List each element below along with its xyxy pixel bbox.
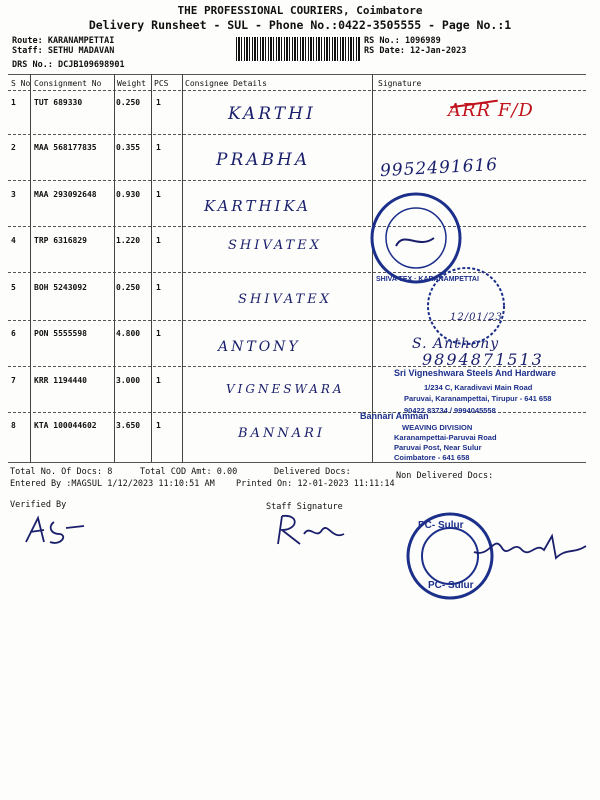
row-pcs: 1	[156, 143, 161, 152]
staff-signature-label: Staff Signature	[266, 502, 343, 512]
row-sno: 3	[11, 190, 16, 199]
total-docs: Total No. Of Docs: 8	[10, 467, 113, 477]
row-consignee: SHIVATEX	[228, 238, 322, 253]
date-stamp	[424, 264, 508, 348]
shivatex-stamp-ring-text: SHIVA TEX · KARANAMPETTAI	[376, 276, 479, 283]
row-pcs: 1	[156, 329, 161, 338]
row-pcs: 1	[156, 376, 161, 385]
col-header-consignee: Consignee Details	[185, 79, 267, 88]
entered-by: Entered By :MAGSUL 1/12/2023 11:10:51 AM	[10, 479, 215, 489]
row-consignment: KTA 100044602	[34, 421, 97, 430]
staff-signature	[270, 510, 350, 550]
row-weight: 3.650	[116, 421, 141, 430]
vigneshwara-stamp-address1: 1/234 C, Karadivavi Main Road	[424, 383, 533, 392]
bannari-stamp-address3: Coimbatore - 641 658	[394, 453, 470, 462]
row-weight: 0.930	[116, 190, 141, 199]
col-header-signature: Signature	[378, 79, 422, 88]
row-consignment: MAA 293092648	[34, 190, 97, 199]
row6-signature-name: S. Anthony	[412, 336, 500, 352]
row-consignee: SHIVATEX	[238, 292, 332, 307]
row-divider	[8, 134, 586, 135]
total-cod: Total COD Amt: 0.00	[140, 467, 238, 477]
bannari-stamp-address1: Karanampettai-Paruvai Road	[394, 433, 497, 442]
row-weight: 0.250	[116, 98, 141, 107]
row-pcs: 1	[156, 283, 161, 292]
delivered-docs: Delivered Docs:	[274, 467, 351, 477]
col-header-pcs: PCS	[154, 79, 169, 88]
row2-signature: 9952491616	[379, 154, 499, 182]
row-consignment: MAA 568177835	[34, 143, 97, 152]
row-sno: 6	[11, 329, 16, 338]
col-header-weight: Weight	[117, 79, 146, 88]
pc-sulur-signature	[470, 528, 590, 568]
runsheet-subtitle: Delivery Runsheet - SUL - Phone No.:0422-3505555 - Page No.:1	[88, 18, 512, 32]
row-pcs: 1	[156, 236, 161, 245]
table-top-rule	[8, 74, 586, 75]
row-weight: 1.220	[116, 236, 141, 245]
row-sno: 2	[11, 143, 16, 152]
table-bottom-rule	[8, 462, 586, 463]
row6-signature-phone: 9894871513	[422, 350, 544, 369]
row-sno: 7	[11, 376, 16, 385]
row-consignee: PRABHA	[216, 150, 311, 170]
row-sno: 5	[11, 283, 16, 292]
row-consignee: ANTONY	[218, 339, 301, 355]
row-divider	[8, 226, 586, 227]
staff-label: Staff: SETHU MADAVAN	[12, 46, 115, 56]
rs-date: RS Date: 12-Jan-2023	[364, 46, 467, 56]
route-label: Route: KARANAMPETTAI	[12, 36, 115, 46]
row-consignment: BOH 5243092	[34, 283, 87, 292]
pc-sulur-stamp-top-text: PC- Sulur	[418, 520, 464, 531]
row-consignee: BANNARI	[238, 426, 326, 441]
row1-signature: ARR F/D	[448, 100, 534, 121]
bannari-stamp-address2: Paruvai Post, Near Sulur	[394, 443, 482, 452]
non-delivered-docs: Non Delivered Docs:	[396, 471, 494, 481]
row-weight: 0.355	[116, 143, 141, 152]
row-consignment: PON 5555598	[34, 329, 87, 338]
row-consignee: VIGNESWARA	[226, 382, 345, 396]
row-pcs: 1	[156, 421, 161, 430]
table-header-rule	[8, 90, 586, 91]
vigneshwara-stamp-address2: Paruvai, Karanampettai, Tirupur - 641 658	[404, 394, 552, 403]
col-header-consignment: Consignment No	[34, 79, 102, 88]
row-weight: 3.000	[116, 376, 141, 385]
barcode	[236, 37, 360, 61]
vigneshwara-stamp-phone: 90422 83734 / 9994045558	[404, 406, 496, 415]
row-sno: 8	[11, 421, 16, 430]
row-consignment: TUT 689330	[34, 98, 83, 107]
col-header-sno: S No	[11, 79, 31, 88]
date-stamp-text: 12/01/23	[450, 312, 503, 323]
row-consignee: KARTHIKA	[204, 197, 311, 215]
row-pcs: 1	[156, 98, 161, 107]
row-divider	[8, 180, 586, 181]
drs-number: DRS No.: DCJB109698901	[12, 60, 125, 70]
col-divider	[30, 74, 31, 462]
row-weight: 4.800	[116, 329, 141, 338]
row-sno: 4	[11, 236, 16, 245]
col-divider	[182, 74, 183, 462]
rs-number: RS No.: 1096989	[364, 36, 441, 46]
vigneshwara-stamp-name: Sri Vigneshwara Steels And Hardware	[394, 368, 557, 378]
col-divider	[151, 74, 152, 462]
verified-by-label: Verified By	[10, 500, 67, 510]
row-pcs: 1	[156, 190, 161, 199]
pc-sulur-stamp-bottom-text: PC- Sulur	[428, 580, 474, 591]
col-divider	[114, 74, 115, 462]
row-divider	[8, 412, 586, 413]
bannari-stamp-division: WEAVING DIVISION	[402, 423, 473, 432]
verifier-signature	[20, 512, 90, 552]
company-title: THE PROFESSIONAL COURIERS, Coimbatore	[177, 4, 423, 17]
row-consignee: KARTHI	[228, 104, 316, 124]
bannari-stamp-name: Bannari Amman	[360, 411, 429, 421]
row-weight: 0.250	[116, 283, 141, 292]
printed-on: Printed On: 12-01-2023 11:11:14	[236, 479, 395, 489]
row-consignment: TRP 6316829	[34, 236, 87, 245]
row-sno: 1	[11, 98, 16, 107]
row-consignment: KRR 1194440	[34, 376, 87, 385]
